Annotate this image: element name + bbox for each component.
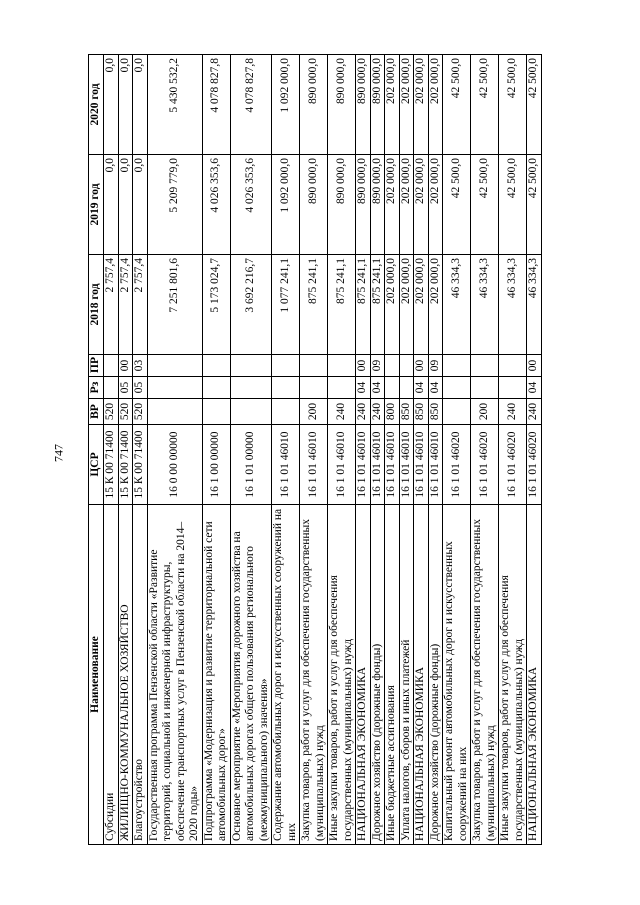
cell-rz [300,377,328,399]
cell-2020: 0,0 [133,55,148,155]
cell-name: Иные закупки товаров, работ и услуг для обеспечения государственных (муниципальных) нужд [499,505,527,845]
cell-pr [385,355,400,377]
table-row [527,55,542,845]
cell-pr: 00 [356,355,371,377]
cell-pr [471,355,499,377]
cell-2018: 875 241,1 [328,255,356,355]
cell-2018: 3 692 216,7 [230,255,272,355]
cell-2019: 5 209 779,0 [147,155,202,255]
cell-2020: 0,0 [118,55,133,155]
cell-rz [499,377,527,399]
cell-csr: 16 1 01 00000 [230,425,272,505]
table-row [118,55,133,845]
cell-pr: 09 [428,355,443,377]
cell-rz: 04 [370,377,385,399]
cell-2020: 890 000,0 [356,55,371,155]
cell-pr: 00 [527,355,542,377]
cell-name: Основное мероприятие «Мероприятия дорожного хозяйства на автомобильных дорогах общего пользования регионального (межмуниципального) значения» [230,505,272,845]
cell-2019: 202 000,0 [428,155,443,255]
table-row [328,55,356,845]
cell-vr [272,399,300,425]
cell-2019: 890 000,0 [328,155,356,255]
cell-pr [147,355,202,377]
cell-vr: 850 [399,399,414,425]
header-pr: ПР [89,355,104,377]
cell-2020: 5 430 532,2 [147,55,202,155]
cell-pr: 03 [133,355,148,377]
cell-rz: 04 [356,377,371,399]
cell-2020: 1 092 000,0 [272,55,300,155]
header-2020: 2020 год [89,55,104,155]
budget-table [88,54,542,845]
cell-2019: 202 000,0 [385,155,400,255]
cell-vr: 520 [104,399,119,425]
cell-csr: 16 1 01 46010 [328,425,356,505]
cell-2019: 1 092 000,0 [272,155,300,255]
cell-vr: 850 [414,399,429,425]
cell-name: Закупка товаров, работ и услуг для обеспечения государственных (муниципальных) нужд [471,505,499,845]
cell-vr: 800 [385,399,400,425]
table-row [272,55,300,845]
cell-name: Государственная программа Пензенской области «Развитие территорий, социальной и инженерной инфраструктуры, обеспечение транспортных услуг в Пензенской области на 2014–2020 годы» [147,505,202,845]
table-header-row [89,55,104,845]
cell-rz: 04 [428,377,443,399]
rotated-table-container [88,55,542,845]
cell-2019: 42 500,0 [443,155,471,255]
cell-2020: 0,0 [104,55,119,155]
header-2019: 2019 год [89,155,104,255]
header-2018: 2018 год [89,255,104,355]
cell-2018: 875 241,1 [356,255,371,355]
cell-csr: 16 1 01 46020 [527,425,542,505]
cell-rz [147,377,202,399]
cell-2019: 0,0 [133,155,148,255]
cell-name: Закупка товаров, работ и услуг для обеспечения государственных (муниципальных) нужд [300,505,328,845]
table-row [147,55,202,845]
cell-vr [147,399,202,425]
cell-name: Дорожное хозяйство (дорожные фонды) [428,505,443,845]
cell-2018: 875 241,1 [370,255,385,355]
cell-vr: 240 [370,399,385,425]
table-row [230,55,272,845]
cell-2020: 42 500,0 [499,55,527,155]
cell-name: Уплата налогов, сборов и иных платежей [399,505,414,845]
cell-vr: 200 [471,399,499,425]
cell-csr: 16 0 00 00000 [147,425,202,505]
cell-rz [272,377,300,399]
cell-vr: 850 [428,399,443,425]
cell-2020: 42 500,0 [527,55,542,155]
cell-2018: 202 000,0 [399,255,414,355]
cell-name: Благоустройство [133,505,148,845]
cell-rz [399,377,414,399]
cell-2020: 202 000,0 [428,55,443,155]
cell-rz: 05 [133,377,148,399]
cell-2018: 202 000,0 [385,255,400,355]
cell-csr: 16 1 00 00000 [202,425,230,505]
cell-2018: 2 757,4 [104,255,119,355]
cell-2020: 202 000,0 [399,55,414,155]
cell-vr [230,399,272,425]
cell-csr: 16 1 01 46020 [443,425,471,505]
cell-name: НАЦИОНАЛЬНАЯ ЭКОНОМИКА [356,505,371,845]
cell-vr: 240 [499,399,527,425]
cell-pr [202,355,230,377]
cell-2019: 202 000,0 [414,155,429,255]
cell-vr [202,399,230,425]
cell-name: Капитальный ремонт автомобильных дорог и искусственных сооружений на них [443,505,471,845]
table-row [104,55,119,845]
cell-csr: 15 К 00 71400 [104,425,119,505]
table-row [202,55,230,845]
cell-2019: 42 500,0 [499,155,527,255]
cell-2018: 202 000,0 [428,255,443,355]
table-row [399,55,414,845]
cell-csr: 15 К 00 71400 [133,425,148,505]
cell-pr [230,355,272,377]
cell-rz [202,377,230,399]
table-body [104,55,542,845]
cell-vr: 520 [118,399,133,425]
cell-2019: 202 000,0 [399,155,414,255]
cell-pr: 00 [414,355,429,377]
cell-2018: 46 334,3 [499,255,527,355]
cell-vr: 240 [356,399,371,425]
cell-rz: 04 [414,377,429,399]
cell-2018: 875 241,1 [300,255,328,355]
cell-2019: 0,0 [118,155,133,255]
table-row [414,55,429,845]
cell-rz [443,377,471,399]
table-row [300,55,328,845]
cell-name: Содержание автомобильных дорог и искусственных сооружений на них [272,505,300,845]
table-row [443,55,471,845]
cell-pr [443,355,471,377]
cell-name: Иные бюджетные ассигнования [385,505,400,845]
cell-2018: 7 251 801,6 [147,255,202,355]
cell-csr: 16 1 01 46010 [399,425,414,505]
cell-2018: 202 000,0 [414,255,429,355]
cell-2018: 46 334,3 [527,255,542,355]
cell-vr: 240 [328,399,356,425]
cell-2020: 4 078 827,8 [230,55,272,155]
cell-2018: 5 173 024,7 [202,255,230,355]
cell-csr: 16 1 01 46010 [414,425,429,505]
table-row [471,55,499,845]
cell-2020: 202 000,0 [414,55,429,155]
cell-2019: 0,0 [104,155,119,255]
table-row [385,55,400,845]
cell-name: Подпрограмма «Модернизация и развитие территориальной сети автомобильных дорог» [202,505,230,845]
table-row [370,55,385,845]
cell-csr: 16 1 01 46010 [428,425,443,505]
cell-csr: 15 К 00 71400 [118,425,133,505]
cell-pr [328,355,356,377]
cell-2018: 1 077 241,1 [272,255,300,355]
header-rz: Рз [89,377,104,399]
cell-pr [499,355,527,377]
cell-rz [104,377,119,399]
cell-csr: 16 1 01 46010 [272,425,300,505]
cell-pr [399,355,414,377]
cell-pr [272,355,300,377]
cell-vr: 240 [527,399,542,425]
cell-csr: 16 1 01 46010 [385,425,400,505]
cell-2020: 890 000,0 [300,55,328,155]
cell-name: НАЦИОНАЛЬНАЯ ЭКОНОМИКА [414,505,429,845]
cell-name: Дорожное хозяйство (дорожные фонды) [370,505,385,845]
cell-2019: 42 500,0 [471,155,499,255]
cell-vr [443,399,471,425]
header-csr: ЦСР [89,425,104,505]
cell-rz [471,377,499,399]
cell-rz [385,377,400,399]
cell-2020: 202 000,0 [385,55,400,155]
table-row [499,55,527,845]
header-name: Наименование [89,505,104,845]
cell-pr: 00 [118,355,133,377]
cell-pr [104,355,119,377]
cell-2019: 42 500,0 [527,155,542,255]
cell-rz [230,377,272,399]
cell-csr: 16 1 01 46010 [300,425,328,505]
cell-2018: 2 757,4 [118,255,133,355]
cell-csr: 16 1 01 46020 [471,425,499,505]
cell-vr: 200 [300,399,328,425]
cell-2020: 890 000,0 [328,55,356,155]
table-row [133,55,148,845]
cell-name: Иные закупки товаров, работ и услуг для обеспечения государственных (муниципальных) нужд [328,505,356,845]
cell-2020: 42 500,0 [471,55,499,155]
cell-2018: 2 757,4 [133,255,148,355]
cell-2019: 890 000,0 [370,155,385,255]
cell-2019: 890 000,0 [356,155,371,255]
cell-2020: 42 500,0 [443,55,471,155]
cell-2020: 4 078 827,8 [202,55,230,155]
cell-pr: 09 [370,355,385,377]
cell-vr: 520 [133,399,148,425]
cell-2020: 890 000,0 [370,55,385,155]
cell-2019: 4 026 353,6 [230,155,272,255]
cell-csr: 16 1 01 46010 [370,425,385,505]
cell-rz: 04 [527,377,542,399]
cell-2018: 46 334,3 [471,255,499,355]
table-row [428,55,443,845]
cell-rz [328,377,356,399]
cell-name: ЖИЛИЩНО-КОММУНАЛЬНОЕ ХОЗЯЙСТВО [118,505,133,845]
cell-2019: 4 026 353,6 [202,155,230,255]
cell-csr: 16 1 01 46020 [499,425,527,505]
cell-csr: 16 1 01 46010 [356,425,371,505]
header-vr: ВР [89,399,104,425]
cell-name: НАЦИОНАЛЬНАЯ ЭКОНОМИКА [527,505,542,845]
cell-2018: 46 334,3 [443,255,471,355]
cell-pr [300,355,328,377]
page-number: 747 [51,443,66,462]
cell-name: Субсидии [104,505,119,845]
table-row [356,55,371,845]
cell-rz: 05 [118,377,133,399]
cell-2019: 890 000,0 [300,155,328,255]
